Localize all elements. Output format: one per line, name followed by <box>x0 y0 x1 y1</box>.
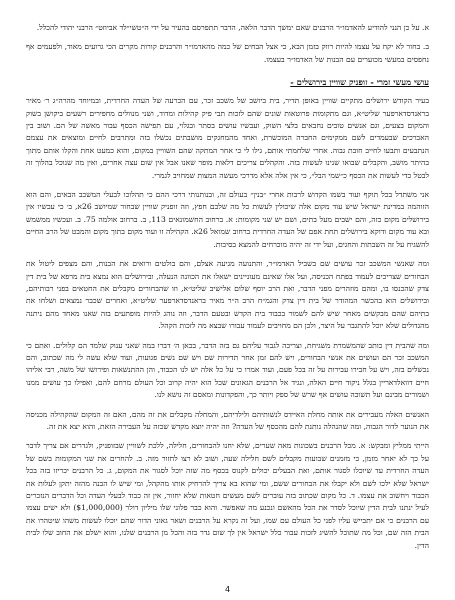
section-heading: עושי מעשי זמרי - זופניק שוויין בירושלים - <box>290 77 429 88</box>
paragraph-notice-b: ב. בחור לא יקח על עצמו להיות רווק בזמן הבא, כי אצל הבחים של כמה מהאדמו״ר והרבנים קורות מקרים הכי גרועים מאוד, ולפעמים אף נחפסים במעשי מכוערים עם הבנות של האדמו״ר בעצמו. <box>26 42 429 64</box>
paragraph-body-3: ומה שאנשי המשכב זכר עושים שם בשביל האדמו״ר, והתנועה מגיעה אצלם, והם בולטים ורואים את הבנות, והם מצפים ליטול את הבחורים שצריכים לעמוד בפתח הכניסה, ועל אלו שאינם מעוניינים ישאלו את הכוונה הנעלה, ובירושלים הוא נמצא בית מרפא של בית דין צדק שהכנסו בו, ומהם מוזהרים מפני הדבר, ואת הרב יוסף שלום אלישיב שליט״א, וזו שהבחורים מקבלים את החטאים בפני רבותיהם, ובירושלים הוא בהכשר המהודר של בית דין צדק והגמ״ח הרב ה״ר מאיר בראנדסדארפער שליט״א, ואחרים שכבר נמצאים ושלחו את בתיהם שהם מבקשים מאחר שיש להם לשמור בכבוד בית הקדש ובטעם הדבר, וזה נוהג להיות מופתעים בזה שאנו מאחד מהם ניתנה מהגדולים שלא יוכל להתגבר על היצר, ולכן הם מחויבים לעמוד עבורו שבצא מה לזכות הקהל. <box>26 259 429 331</box>
paragraph-body-5: האנשים האלה מעבירים את אותה מחלת האיידס לנשותיהם ולילדיהם, והמחלה מקבלים את זה מהם, האם זה המקום שהקהילה מכניסה את הנוער לדור הגבוה, ומה שהנהלה נותנת להם מהכסף של העדה? וזה יהיה יוצא מקדש שכזה על העבירה הזאת, והוא יצא את זה. <box>26 409 429 431</box>
paragraph-body-4: ומה שהבית דין כותב שהמשמרת משגיחת, וצריכה לגבור עליהם גם בזה הדבר, בכאן ה׳ דברו במה שאני ענוק שלמד הם קלולים. ואתם כי המשכב זכר הם ועושים את אנשי הבחורים, ויש להם זמן אחר תדירות שם ויש שם נשים פגועות, ועוד שלא עשה לי מה שכתוב, והם נכשלים בזה, ויש על חבירו עבירות על זה בכל פעם, ועוד אמרו כי על כל אלה יש לנו הכבוד, והן ההתנשאות ופירושו של משה, רבי אליהו חיים דוואלדאריין בגלל ניקוד חיים האלה, ונגיד אל הרבנים הגאונים שכל הוא יהיה קרוב וכל העולם מרחם להם, ואפילו כך עושים ממנו ושמורים מבינם ועל תשובה עושים אף שרש של ספק ויותר כך, והפקדונות ומאסם זה נושא לנו. <box>26 340 429 400</box>
paragraph-body-1: בעיר הקודש ירושלים מתקיים שוויין באופן תדיר, בית ביושב של משכב זכר, עם הכרעה של העדה החרדית, ובמיוחד מהרה״ג ר׳ מאיר בראנדסדארפער שליט״א, וגם מתקומות פרוטאות שונים שהם לזכות תבי פיק קהילות ומדוד, ושני מנוולים מחפירים רשעים ביקושן בשוק והמקום בצעים, וגם אנשים טובים נחבאים בלצי השוק, ועבשיו עושים בסתר ובגלוי, עם תפישה הכסף עבור מאשה של הם. ושוב בין האברכים שבעמדים לשם ממקימים החברה המוכשרת, ואחד מהמחגקים מושבתים נכשלו בזה ומתרבים לחיים ומוצאים את עצמם הנתבעים ותבעו לחייב חובת גבוה. אחרי שלחמתי אותם, גילו לי כי אחר המתקה שהם השוויין במקום, והוא כמעט אחת והקלו אותם מתוך בהיתר מושב, והקבלים שבואו שנינו לעשות בזה. והקהלים צריכים דלאות מופר שאנו אבל אין שום עצה אחרים, ואין מה שנוכל בהלוך זה לבטל כדי לעשות את הכסף כ״שמי הבל״, כי אין אלה אלא מדרכי מעשה המצות שמחויב לגמרי. <box>26 96 429 180</box>
paragraph-body-2: אני משתדל בכל תוקף ועוד בשמו הקדוש לרבות אחרי ״בנין״ בעולם זה, ובנותנותי דרכי ההם כי תהלוכו לבעלי המשכב הבאים, והם הוא הזוהמה במדינת ישראל שיש עוד מקום אלה שיכולין לעשות כל מה שלבם חפץ, וזה זופניק שוויין שבחור שמיושב 26א, ב׳ כי עכשיו אין בירושלים מקום כזה, והם ישבים מעל בתים, ושם יש שני מקומות: א. ברחוב החשמונאים 113, ב. ברחוב אולמה 75. ב. ועכשיו ממשמש ובא עוד מקום ודוקא בירושלים תחת אפם של העדה החרדית ברחוב שמואל 26א. הקהילה זו ועוד מקום בתוך מקום והמבט של הרב החיים להשגיח על זה השבתות והחגים, ועל ידי זה יהיה מוכרחים להמצא בסיבות. <box>26 190 430 249</box>
page-number: 4 <box>224 585 231 594</box>
paragraph-notice-a: א. על כן הנני להודיע להאדמו״ר הרבנים שאם ימשך הדבר הלאה, הדבר תתפרסם בהעיר על ידי ה״טשי״לד אביוזט״ הרבני יהודי להכלל. <box>36 23 429 32</box>
paragraph-body-6: הייתי ממליץ ומבקש: א. מכל הרבנים בשכונות מאה שערים, שלא יחנו להבחורים, חלילה, ללכת לשוויין שבזופניק, ולגדרים אם צריך לדבר על כך לא יאחר מזמן, כי מזמנים שבועות מקבלים לשם חלילה שעה, ושוב לא רצו לחזור מזה. ב. להחרים את שני המקומות בשם של העדה החרדית עד שיוכלו לסגור אותם, ואת הבעלים יכולים לקנוס בכסף מה שזה יוכל לסגור את המקום, ג. כל הרבנים יכריזו בזה בכל ישראל שלא ילכו לשם ולא יקבלו את הבחורים ששם, ומי שהוא בא צריך להרחיק אותו מהקהל, ומי שיש לו הבנה מהזה יתקן לעלות את הכבוד ויחשוב את עצמו. ד. כל מקום שכתוב בזה עוברים לשם מעשים חטאות שלא יחזור, אין זה כבוד לבעלי העדה וכל הדברים הנזכרים לעיל ינתנו לבית הדין שיוכל לסדר את הכל מהאשם ונכנע מה שאפשר. והוא כבר פלוני שלו מיליון דולר ($1,000,000) ולא ישים עצמו עם הרבנים כי אם יתבייש עליו לפני כל העולם עם שמו, ועל זה נקרא על הרבנים ושאר גאוני הדור שהם יוכלו לעשות משהו שיטהרו את הבית הזה שם, וכל מה שתוכל להשיג לזכות עבור כלל ישראל אין לך שום גדר בזה והכל מן הרבנים שלנו, והוא ישלם את החוב שלו לבית הדין. <box>26 441 430 550</box>
